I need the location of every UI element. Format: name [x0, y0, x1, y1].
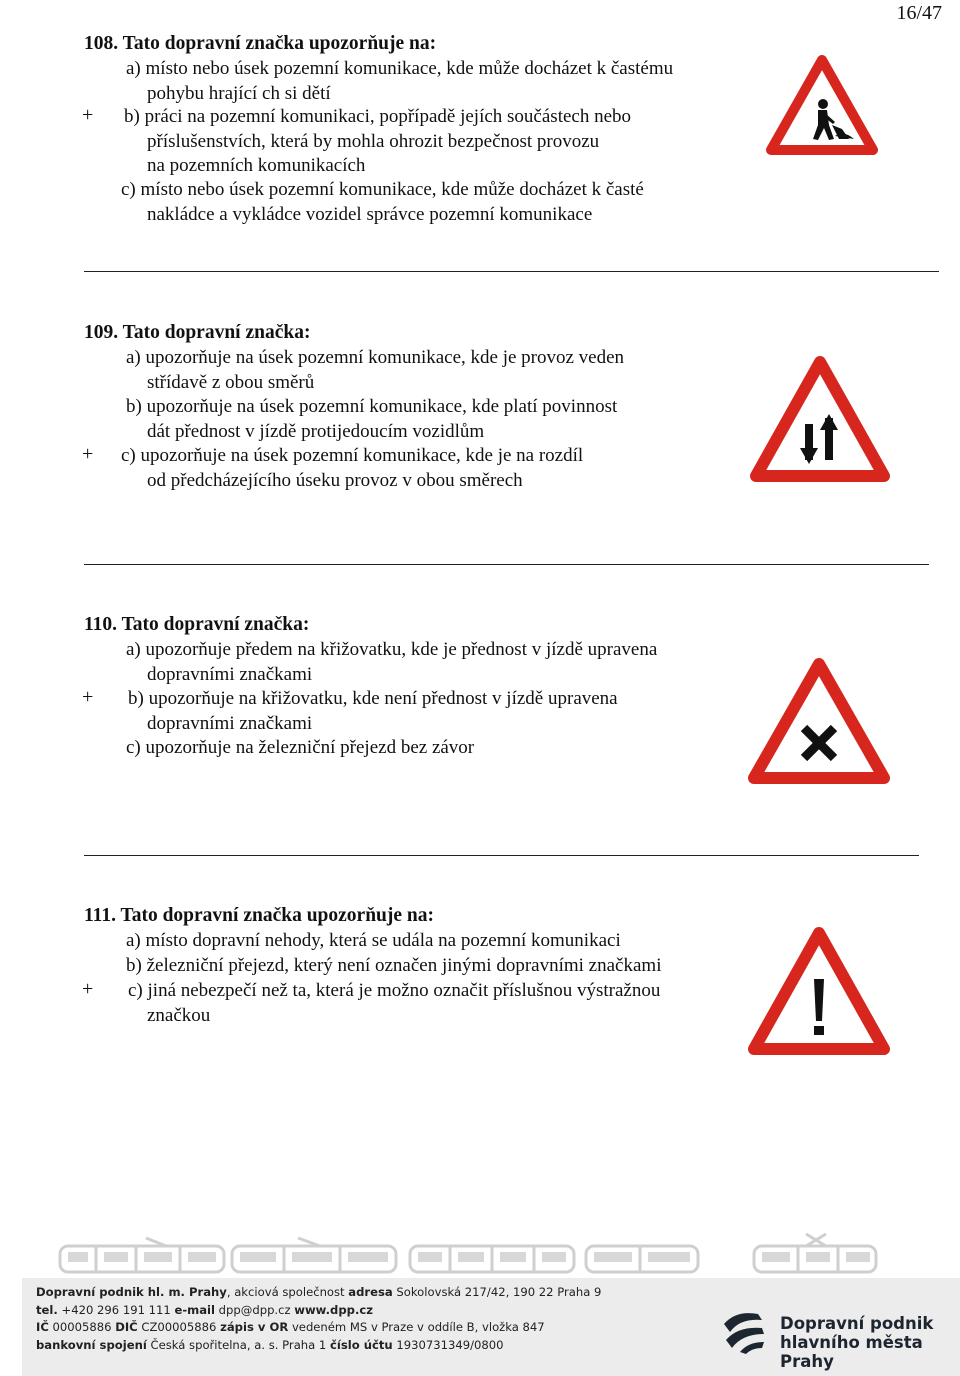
- ic-label: IČ: [36, 1320, 49, 1334]
- footer-line-company: [36, 1284, 601, 1302]
- answer-line: dát přednost v jízdě protijedoucím vozidlům: [147, 420, 485, 442]
- correct-marker: +: [82, 104, 94, 126]
- address-value: Sokolovská 217/42, 190 22 Praha 9: [392, 1285, 602, 1299]
- answer-c: [128, 979, 660, 1028]
- bank-value: Česká spořitelna, a. s. Praha 1: [146, 1337, 330, 1352]
- answer-c: [121, 444, 583, 493]
- dic-label: DIČ: [115, 1320, 138, 1334]
- answer-b: [126, 954, 661, 979]
- correct-marker: +: [82, 978, 94, 1000]
- other-danger-sign-icon: [748, 927, 890, 1057]
- separator-line: [84, 855, 919, 856]
- answer-c: [126, 736, 474, 761]
- tram-silhouette-icon: [228, 1236, 400, 1280]
- tram-silhouette-icon: [750, 1232, 880, 1280]
- answer-line: c) upozorňuje na úsek pozemní komunikace, kde je na rozdíl: [121, 445, 584, 466]
- question-title: 109. Tato dopravní značka:: [84, 322, 311, 343]
- question-title: 111. Tato dopravní značka upozorňuje na:: [84, 905, 434, 926]
- dic-value: CZ00005886: [137, 1320, 221, 1334]
- answer-b: [124, 105, 631, 179]
- answer-line: a) místo dopravní nehody, která se udála na pozemní komunikaci: [126, 930, 621, 951]
- answer-line: a) upozorňuje předem na křižovatku, kde je přednost v jízdě upravena: [126, 639, 658, 660]
- account-value: 1930731349/0800: [392, 1337, 504, 1352]
- answer-line: dopravními značkami: [147, 663, 313, 685]
- company-type: , akciová společnost: [226, 1285, 349, 1299]
- question-title: 110. Tato dopravní značka:: [84, 614, 310, 635]
- correct-marker: +: [82, 686, 94, 708]
- footer-line-contact: [36, 1302, 601, 1320]
- tel-value: +420 296 191 111: [57, 1302, 175, 1317]
- question-title: 108. Tato dopravní značka upozorňuje na:: [84, 33, 437, 54]
- answer-line: b) železniční přejezd, který není označen jinými dopravními značkami: [126, 955, 662, 976]
- address-label: adresa: [348, 1285, 393, 1299]
- answer-line: a) upozorňuje na úsek pozemní komunikace, kde je provoz veden: [126, 347, 625, 368]
- bank-label: bankovní spojení: [36, 1337, 147, 1352]
- email-label: e-mail: [174, 1302, 215, 1317]
- answer-line: pohybu hrající ch si dětí: [147, 82, 331, 104]
- correct-marker: +: [82, 443, 94, 465]
- footer: [22, 1232, 960, 1376]
- footer-contact: [36, 1284, 601, 1354]
- two-way-traffic-sign-icon: [750, 356, 890, 484]
- company-name: Dopravní podnik hl. m. Prahy: [36, 1285, 227, 1299]
- answer-line: b) upozorňuje na úsek pozemní komunikace, kde platí povinnost: [126, 396, 618, 417]
- answer-line: b) práci na pozemní komunikaci, popřípadě jejích součástech nebo: [124, 106, 632, 127]
- answer-line: c) jiná nebezpečí než ta, která je možno označit příslušnou výstražnou: [128, 980, 661, 1001]
- tram-silhouette-icon: [406, 1236, 578, 1280]
- answer-b: [126, 395, 617, 444]
- answer-line: dopravními značkami: [147, 712, 313, 734]
- answer-line: příslušenstvích, která by mohla ohrozit bezpečnost provozu: [147, 130, 600, 152]
- answer-line: c) místo nebo úsek pozemní komunikace, kde může docházet k časté: [121, 179, 644, 200]
- answer-line: b) upozorňuje na křižovatku, kde není přednost v jízdě upravena: [128, 688, 618, 709]
- answer-line: střídavě z obou směrů: [147, 371, 315, 393]
- answer-a: [126, 929, 621, 954]
- answer-line: a) místo nebo úsek pozemní komunikace, kde může docházet k častému: [126, 58, 674, 79]
- footer-line-registration: [36, 1319, 601, 1337]
- answer-line: od předcházejícího úseku provoz v obou směrech: [147, 469, 523, 491]
- uncontrolled-crossroads-sign-icon: [748, 658, 890, 786]
- tel-label: tel.: [36, 1302, 58, 1317]
- dpp-logo-text: [780, 1314, 960, 1371]
- register-value: vedeném MS v Praze v oddíle B, vložka 847: [288, 1320, 545, 1334]
- answer-b: [128, 687, 618, 736]
- answer-a: [126, 57, 673, 106]
- web-link[interactable]: www.dpp.cz: [294, 1302, 373, 1317]
- separator-line: [84, 271, 939, 272]
- account-label: číslo účtu: [330, 1337, 393, 1352]
- register-label: zápis v OR: [220, 1320, 289, 1334]
- answer-line: c) upozorňuje na železniční přejezd bez závor: [126, 737, 475, 758]
- dpp-logo-icon: [718, 1306, 770, 1358]
- answer-line: nakládce a vykládce vozidel správce pozemní komunikace: [147, 203, 593, 225]
- separator-line: [84, 564, 929, 565]
- answer-line: na pozemních komunikacích: [147, 155, 366, 176]
- answer-line: značkou: [147, 1004, 211, 1026]
- ic-value: 00005886: [48, 1320, 116, 1334]
- answer-c: [121, 178, 644, 227]
- tram-silhouette-icon: [56, 1236, 228, 1280]
- logo-line: hlavního města Prahy: [780, 1333, 923, 1371]
- answer-a: [126, 638, 657, 687]
- tram-silhouette-icon: [582, 1236, 702, 1280]
- logo-line: Dopravní podnik: [780, 1314, 934, 1333]
- roadworks-sign-icon: [766, 55, 878, 155]
- page-number: 16/47: [896, 2, 942, 24]
- answer-a: [126, 346, 624, 395]
- footer-line-bank: [36, 1337, 601, 1355]
- email-value: dpp@dpp.cz: [215, 1302, 295, 1317]
- footer-band: [22, 1278, 960, 1376]
